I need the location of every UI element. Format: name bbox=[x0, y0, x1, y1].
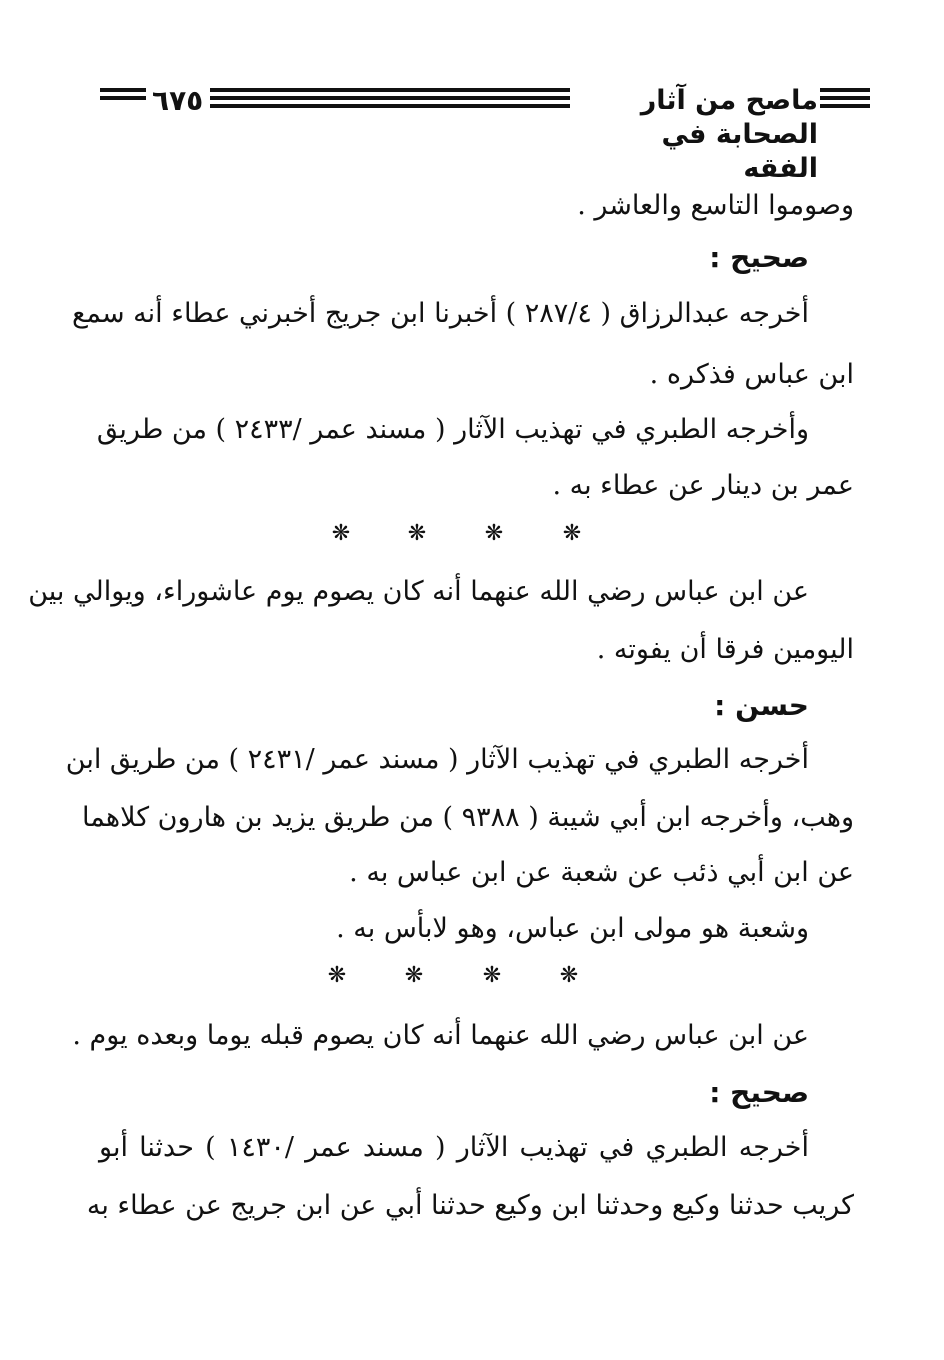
book-title: ماصح من آثار الصحابة في الفقه bbox=[640, 85, 818, 184]
grade-heading: حسن : bbox=[714, 689, 809, 722]
text-line: كريب حدثنا وكيع وحدثنا ابن وكيع حدثنا أبي عن ابن جريج عن عطاء به bbox=[86, 1190, 854, 1221]
text-line: أخرجه الطبري في تهذيب الآثار ( مسند عمر /١٤٣٠ ) حدثنا أبو bbox=[99, 1132, 809, 1163]
star-ornament-icon: ❋ bbox=[562, 521, 582, 546]
page-header bbox=[100, 78, 870, 184]
text-line: عمر بن دينار عن عطاء به . bbox=[552, 470, 854, 501]
text-line: ابن عباس فذكره . bbox=[649, 359, 854, 390]
text-line: وهب، وأخرجه ابن أبي شيبة ( ٩٣٨٨ ) من طريق يزيد بن هارون كلاهما bbox=[82, 802, 854, 833]
text-line: أخرجه الطبري في تهذيب الآثار ( مسند عمر /٢٤٣١ ) من طريق ابن bbox=[65, 744, 809, 775]
header-rule-right bbox=[820, 88, 870, 112]
text-line: وشعبة هو مولى ابن عباس، وهو لابأس به . bbox=[336, 913, 809, 944]
star-ornament-icon: ❋ bbox=[327, 963, 347, 988]
star-ornament-icon: ❋ bbox=[407, 521, 427, 546]
section-separator bbox=[0, 522, 944, 552]
header-rule-middle bbox=[210, 88, 570, 112]
star-ornament-icon: ❋ bbox=[482, 963, 502, 988]
athar-text-line: عن ابن عباس رضي الله عنهما أنه كان يصوم قبله يوما وبعده يوم . bbox=[72, 1020, 809, 1051]
grade-heading: صحيح : bbox=[709, 1076, 809, 1109]
section-separator bbox=[0, 964, 944, 994]
athar-text-line: عن ابن عباس رضي الله عنهما أنه كان يصوم يوم عاشوراء، ويوالي بين bbox=[28, 576, 809, 607]
star-ornament-icon: ❋ bbox=[404, 963, 424, 988]
text-line: عن ابن أبي ذئب عن شعبة عن ابن عباس به . bbox=[349, 857, 854, 888]
grade-heading: صحيح : bbox=[709, 241, 809, 274]
header-rule-left bbox=[100, 88, 146, 104]
athar-text-line: اليومين فرقا أن يفوته . bbox=[596, 634, 854, 665]
page-number: ٦٧٥ bbox=[152, 84, 204, 117]
star-ornament-icon: ❋ bbox=[484, 521, 504, 546]
star-ornament-icon: ❋ bbox=[559, 963, 579, 988]
text-line: أخرجه عبدالرزاق ( ٢٨٧/٤ ) أخبرنا ابن جريج أخبرني عطاء أنه سمع bbox=[71, 298, 809, 329]
text-line: وصوموا التاسع والعاشر . bbox=[577, 190, 854, 221]
text-line: وأخرجه الطبري في تهذيب الآثار ( مسند عمر /٢٤٣٣ ) من طريق bbox=[96, 414, 809, 445]
star-ornament-icon: ❋ bbox=[331, 521, 351, 546]
